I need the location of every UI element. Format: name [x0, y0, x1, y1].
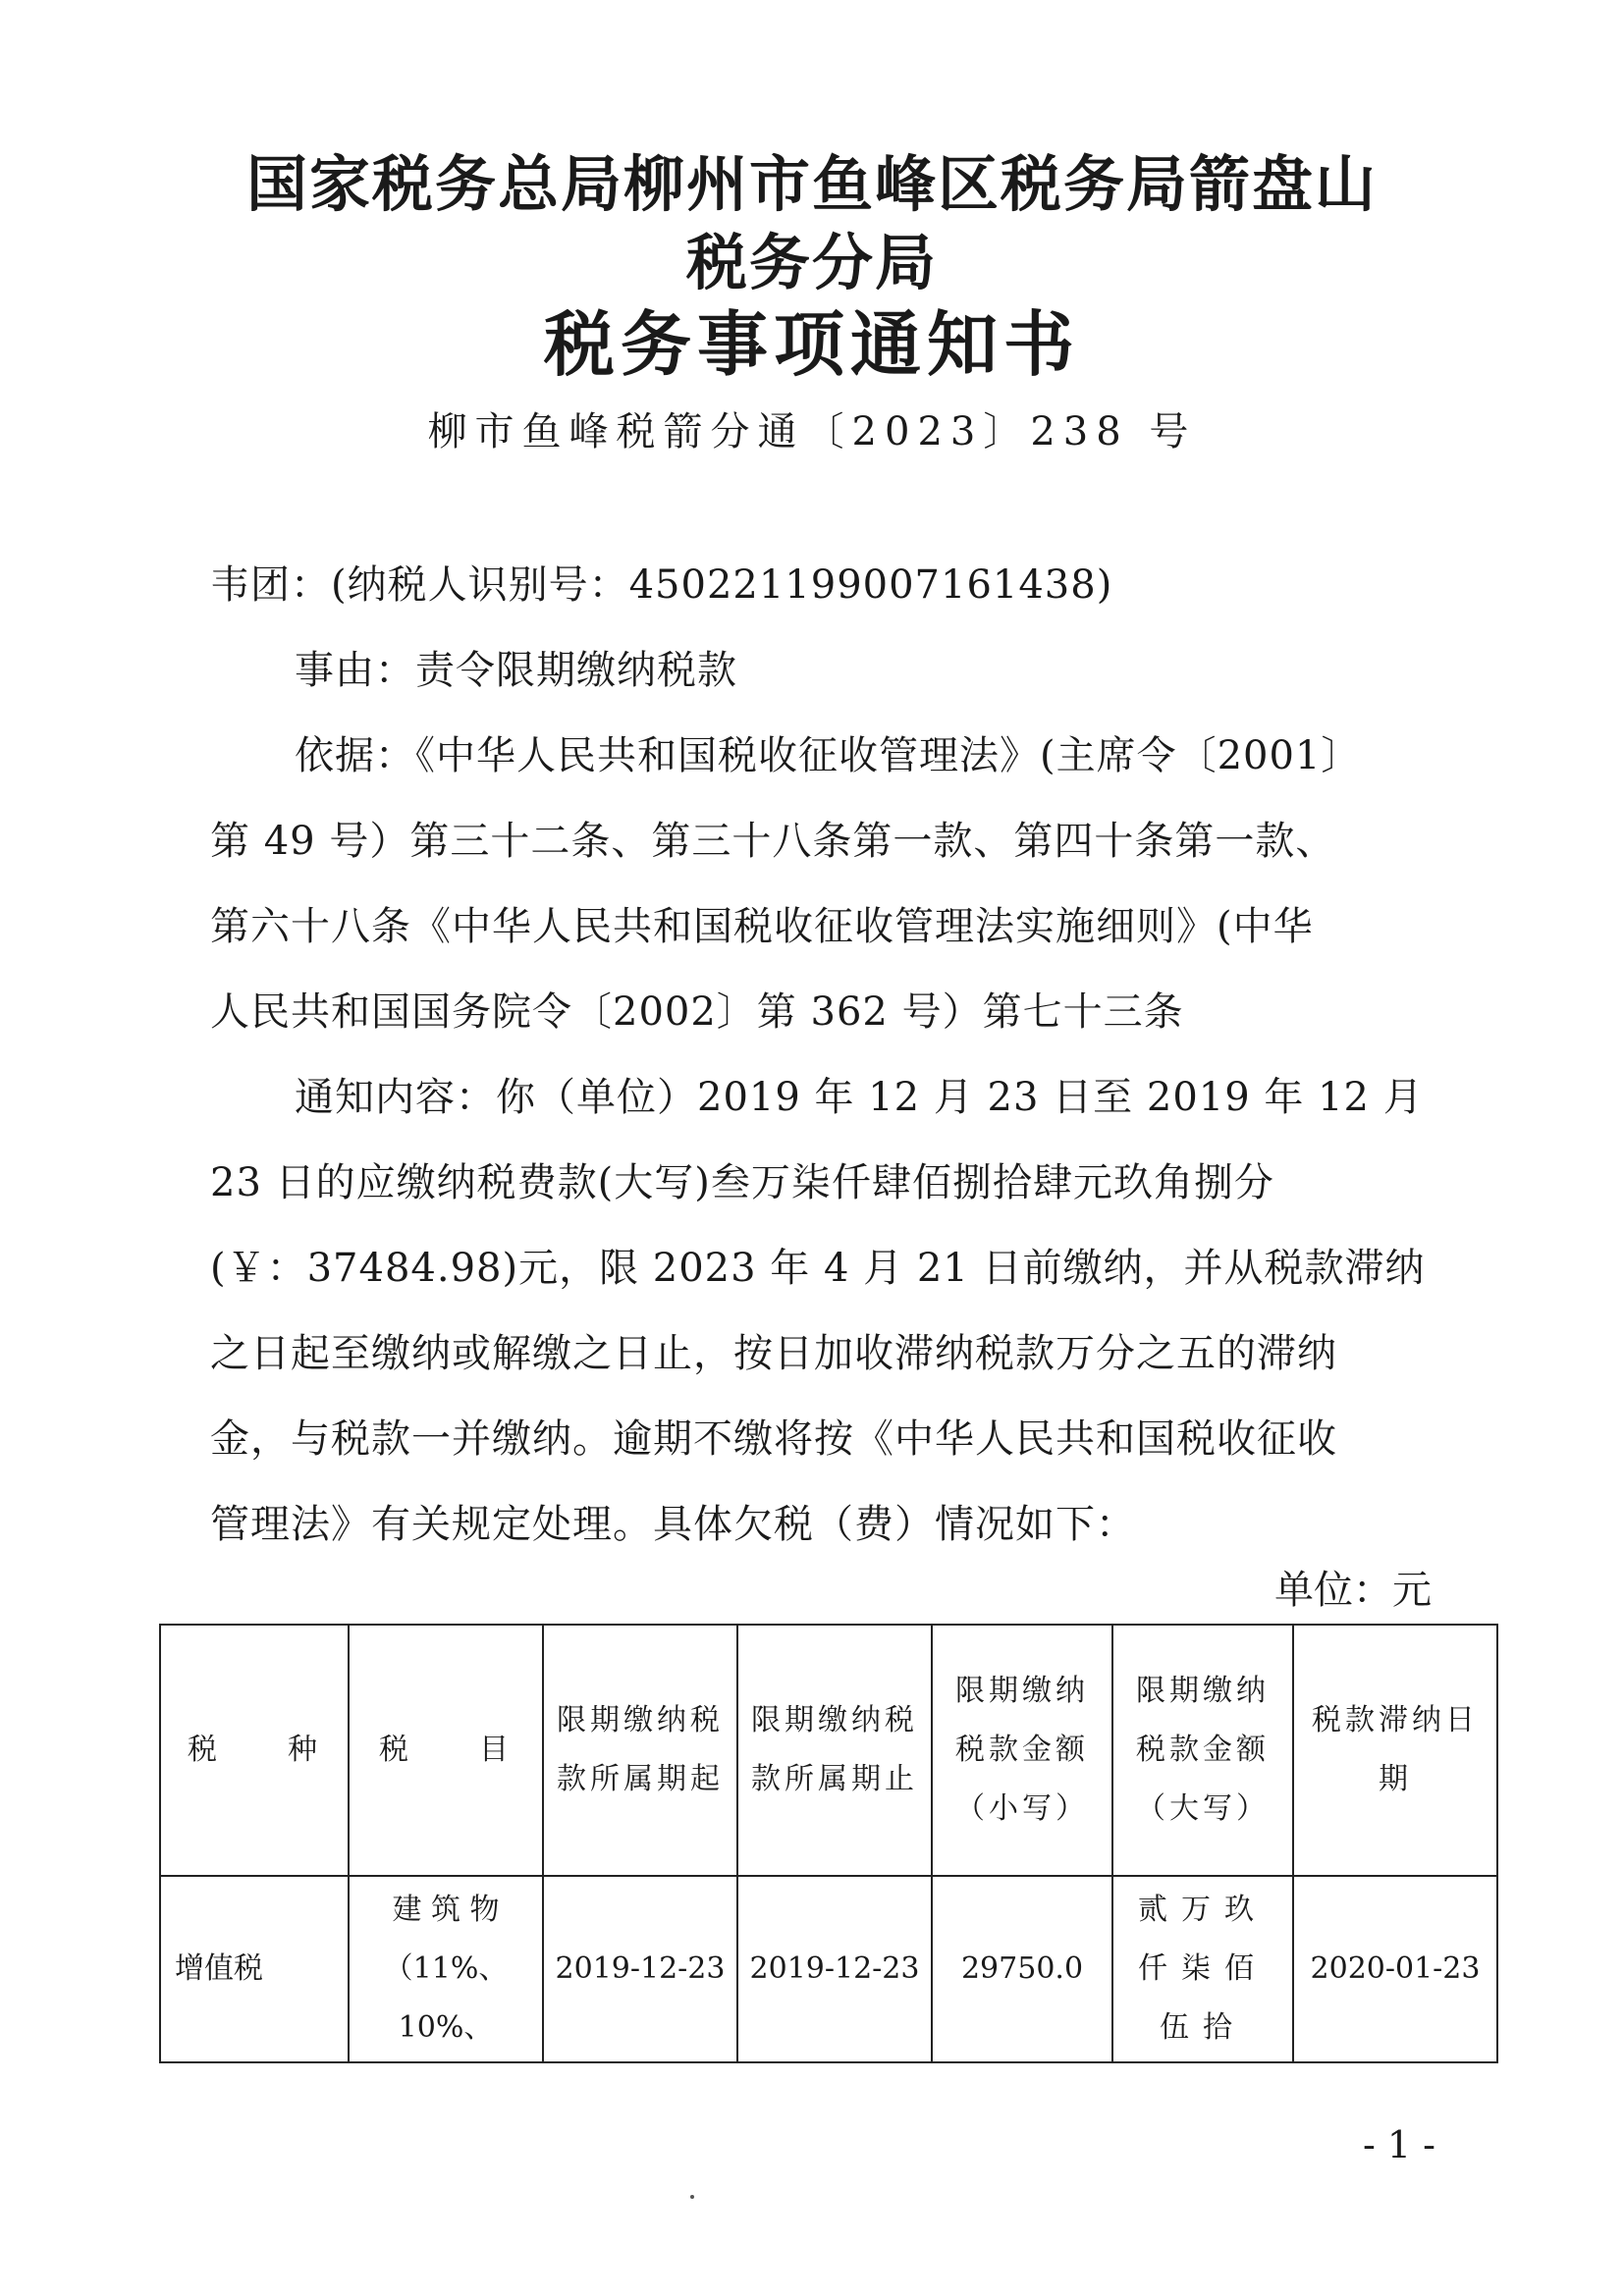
- cell-overdue-date: 2020-01-23: [1293, 1876, 1497, 2062]
- basis-line: 第六十八条《中华人民共和国税收征收管理法实施细则》(中华: [210, 904, 1314, 949]
- document-number: 柳市鱼峰税箭分通〔2023〕238 号: [427, 409, 1197, 454]
- document-title: 税务事项通知书: [543, 303, 1080, 386]
- issuing-org-line2: 税务分局: [685, 227, 938, 298]
- cell-amount-big: 贰万玖仟柒佰伍拾: [1112, 1876, 1293, 2062]
- page-number: - 1 -: [1362, 2123, 1435, 2166]
- notice-line: 之日起至缴纳或解缴之日止，按日加收滞纳税款万分之五的滞纳: [210, 1331, 1337, 1376]
- header-tax-item: 税 目: [349, 1625, 543, 1876]
- basis-line: 人民共和国国务院令〔2002〕第 362 号）第七十三条: [210, 989, 1184, 1035]
- addressee: 韦团：(纳税人识别号：450221199007161438): [210, 562, 1113, 608]
- header-amount-big: 限期缴纳税款金额（大写）: [1112, 1625, 1293, 1876]
- cell-amount-small: 29750.0: [932, 1876, 1112, 2062]
- notice-line: (￥：37484.98)元，限 2023 年 4 月 21 日前缴纳，并从税款滞纳: [210, 1246, 1426, 1291]
- tax-arrears-table: [159, 1624, 1498, 2063]
- table-row: [160, 1876, 1497, 2062]
- header-overdue-date: 税款滞纳日期: [1293, 1625, 1497, 1876]
- cell-tax-item: 建 筑 物 （11%、10%、: [349, 1876, 543, 2062]
- basis-line: 第 49 号）第三十二条、第三十八条第一款、第四十条第一款、: [210, 819, 1336, 864]
- reason: 事由：责令限期缴纳税款: [295, 648, 737, 693]
- scan-speck: [690, 2195, 694, 2199]
- header-amount-small: 限期缴纳税款金额（小写）: [932, 1625, 1112, 1876]
- header-tax-type: 税 种: [160, 1625, 349, 1876]
- cell-period-start: 2019-12-23: [543, 1876, 737, 2062]
- cell-period-end: 2019-12-23: [737, 1876, 932, 2062]
- header-period-start: 限期缴纳税款所属期起: [543, 1625, 737, 1876]
- notice-line: 23 日的应缴纳税费款(大写)叁万柒仟肆佰捌拾肆元玖角捌分: [210, 1160, 1274, 1205]
- notice-line: 金，与税款一并缴纳。逾期不缴将按《中华人民共和国税收征收: [210, 1416, 1337, 1462]
- issuing-org-line1: 国家税务总局柳州市鱼峰区税务局箭盘山: [245, 148, 1378, 220]
- notice-line: 管理法》有关规定处理。具体欠税（费）情况如下：: [210, 1502, 1136, 1547]
- header-period-end: 限期缴纳税款所属期止: [737, 1625, 932, 1876]
- basis-line: 依据：《中华人民共和国税收征收管理法》(主席令〔2001〕: [295, 733, 1362, 778]
- unit-label: 单位：元: [1274, 1568, 1432, 1613]
- notice-line: 通知内容：你（单位）2019 年 12 月 23 日至 2019 年 12 月: [295, 1075, 1424, 1120]
- cell-tax-type: 增值税: [160, 1876, 349, 2062]
